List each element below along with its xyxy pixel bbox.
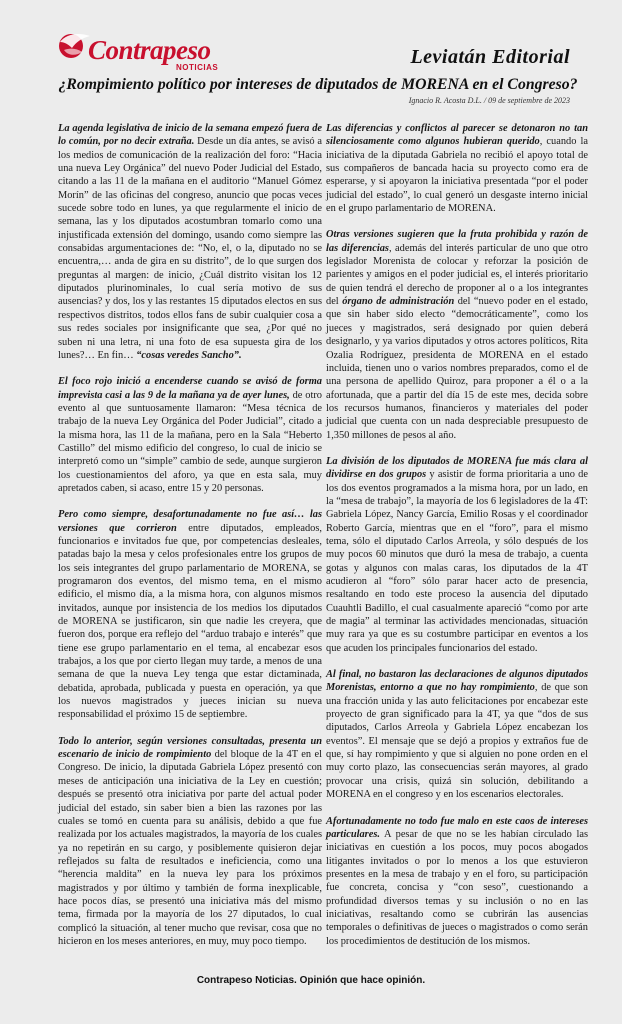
lead-text: Pero como siempre, desafortunadamente no fue así… las versiones que corrieron	[58, 509, 322, 534]
left-column	[58, 122, 322, 961]
body-text: del “nuevo poder en el estado, que sin haber sido electo “democráticamente”, como los jueces y magistrados, será designado por quien deberá designarlo, y ya varios diputados y otros actores políticos, Rita Ozalia Rodríguez, presidenta de MORENA en el estado incluida, tienen uno o varios nombres preparados, como el de una persona de apellido Quiroz, para proponer a él o a la afortunada, que a partir del día 15 de este mes, decida sobre los recursos humanos, financieros y materiales del poder judicial que cuenta con un nada despreciable presupuesto de 1,350 millones de pesos al año.	[326, 296, 588, 441]
paragraph	[326, 668, 588, 801]
body-text: A pesar de que no se les habían circulado las iniciativas en cuestión a los pocos, muy pocos abogados litigantes invitados o por lo menos a los que estuvieron presentes en la mesa de trabajo y en el foro, su participación fue concreta, concisa y “con seso”, cuestionando a profundidad diversos temas y su inclusión o no en las iniciativas, resaltando como se cubrirán las ausencias temporales o definitivas de jueces o magistrados o como serán los procedimientos de destitución de los mismos.	[326, 828, 588, 947]
emphasis-text: órgano de administración	[342, 296, 455, 308]
masthead-title: Leviatán Editorial	[410, 46, 570, 68]
paragraph	[326, 122, 588, 215]
article-byline: Ignacio R. Acosta D.L. / 09 de septiembre de 2023	[408, 96, 570, 105]
bird-emblem-icon	[56, 30, 92, 60]
lead-text: Todo lo anterior, según versiones consultadas, presenta un escenario de inicio de rompimiento	[58, 735, 322, 761]
right-column	[326, 122, 588, 961]
body-text: , de que son una fracción unida y las auto felicitaciones por encabezar este proyecto de gran significado para la 4T, ya que “dos de sus diputados, Carlos Arreola y Gabriela López encabezan los eventos”. El mensaje que se dejó a propios y extraños fue de que, sí hay rompimiento y que si alguien no pone orden en el muy corto plazo, las consecuencias serán mayores, al grado provocar una crisis, quizá sin solución, debilitando a MORENA en el congreso y en los escenarios electorales.	[326, 682, 588, 801]
body-text: del bloque de la 4T en el Congreso. De inicio, la diputada Gabriela López presentó con meses de anticipación una iniciativa de la Ley en cuestión; después se presentó otra iniciativa por parte del actual poder judicial del estado, sin saber bien a bien las razones por las cuales se tomó en cuenta para su análisis, debido a que fue realizada por los actuales magistrados, la mayoría de los cuales ya no repetirán en su cargo, y posiblemente quisieron dejar reflejados su falta de resultados e ineficiencia, como una “herencia maldita” en la nueva ley para los próximos magistrados y por último y también de forma inexplicable, hace pocos días, se presentó una iniciativa más del mismo tema, firmada por la mayoría de los 27 diputados, lo cual complicó la situación, al tener mucho que revisar, cosa que no hicieron en los meses anteriores, en muy, muy poco tiempo.	[58, 749, 323, 947]
body-text: , cuando la iniciativa de la diputada Gabriela no recibió el apoyo total de sus compañeros de bancada hacia su proyecto como era de esperarse, y si apoyaron la iniciativa presentada “por el poder judicial del estado”, lo cual generó un desgaste interno inicial en el grupo parlamentario de MORENA.	[326, 136, 588, 215]
paragraph	[58, 735, 322, 949]
paragraph	[58, 508, 322, 722]
body-text: Desde un día antes, se avisó a los medios de comunicación de la realización del foro: “Hacia una nueva Ley Orgánica” del nuevo Poder Judicial del Estado, citando a las 11 de la mañana en el auditorio “Manuel Gómez Morín” de las oficinas del congreso, anuncio que pocas veces sucede sobre todo en lunes, ya que regularmente el inicio de semana, las y los diputados acostumbran tomarlo como una injustificada extensión del domingo, usando como siempre las consabidas argumentaciones de: “No, el, o la, diputado no se encuentra,… anda de gira en su distrito”, de lo que surgen dos preguntas al margen: de inicio, ¿Cuál distrito visitan los 12 diputados plurinominales, lo cual sería motivo de sus ausencias? y dos, los y las restantes 15 diputados electos en sus respectivos distritos, todos ellos fans de subir cualquier cosa a sus redes sociales por insignificante que sea, ¿Por qué no suben ni una letra, ni una foto de esa supuesta gira de los lunes?… En fin…	[58, 136, 322, 361]
body-text: de otro evento al que suntuosamente llamaron: “Mesa técnica de trabajo de la nueva Ley Orgánica del Poder Judicial”, citado a la misma hora, las 11 de la mañana, pero en la Sala “Heberto Castillo” del mismo edificio del congreso, lo cual de inicio se interpretó como un “simple” cambio de sede, aunque surgieron los cuestionamientos del aforo, ya que en esta sala, muy apretados caben, si acaso, entre 15 y 20 personas.	[58, 389, 322, 494]
contrapeso-logo	[56, 30, 246, 76]
paragraph	[58, 375, 322, 495]
footer-tagline: Contrapeso Noticias. Opinión que hace opinión.	[196, 975, 426, 986]
paragraph	[326, 815, 588, 948]
body-text: , además del interés particular de uno que otro legislador Morenista de colocar y reforzar la posición de parientes y amigos en el poder judicial es, el interés prioritario de quien tendrá el derecho de proponer al o a los integrantes del	[326, 242, 588, 308]
lead-text: Al final, no bastaron las declaraciones de algunos diputados Morenistas, entorno a que no hay rompimiento	[326, 669, 588, 694]
lead-text: La división de los diputados de MORENA fue más clara al dividirse en dos grupos	[326, 455, 588, 481]
logo-wordmark: Contrapeso	[88, 35, 211, 65]
lead-text: Afortunadamente no todo fue malo en este caos de intereses particulares.	[326, 815, 588, 840]
paragraph	[58, 122, 322, 362]
paragraph	[326, 455, 588, 655]
quote-text: “cosas veredes Sancho”.	[136, 349, 242, 361]
paragraph	[326, 228, 588, 442]
body-text: entre diputados, empleados, funcionarios e invitados fue que, por competencias desleales, patadas bajo la mesa y celos profesionales entre los grupos de los seis integrantes del grupo parlamentario de MORENA, se programaron dos eventos, del mismo tema, en el mismo edificio, el mismo día, a la misma hora, con algunos mismos invitados, aunque por insistencia de los medios los diputados de MORENA se justificaron, sin que nadie les creyera, que fueron dos, porque era reflejo del “arduo trabajo e interés” que tiene ese grupo parlamentario en el tema, al encabezar esos trabajos, a los que por cierto llegan muy tarde, a menos de una semana de que la nueva Ley tenga que estar dictaminada, debatida, aprobada, publicada y puesta en operación, ya que los nuevos magistrados y jueces inician su nueva responsabilidad el próximo 15 de septiembre.	[58, 522, 322, 721]
lead-text: El foco rojo inició a encenderse cuando se avisó de forma imprevista casi a las 9 de la mañana ya de ayer lunes,	[58, 376, 322, 401]
lead-text: Las diferencias y conflictos al parecer se detonaron no tan silenciosamente como algunos hubieran querido	[326, 123, 588, 148]
logo-subtitle: NOTICIAS	[176, 63, 219, 72]
lead-text: Otras versiones sugieren que la fruta prohibida y razón de las diferencias	[326, 229, 588, 254]
body-text: y asistir de forma prioritaria a uno de los dos eventos programados a la misma hora, por un lado, en la “mesa de trabajo”, la mayoría de los 6 legisladores de la 4T: Gabriela López, Nancy García, Emilio Rosas y el coordinador Roberto García, mientras que en el “foro”, para el mismo tema, sólo el diputado Carlos Arreola, y sólo después de los muy pocos 60 minutos que duró la mesa de trabajo, a cuenta gotas y algunos con malas caras, los diputados de la 4T acudieron al “foro” sólo parar hacer acto de presencia, resaltando en todo este proceso la ausencia del diputado Cuauhtli Badillo, el cual casualmente apareció “como por arte de magia” al terminar las actividades mencionadas, situación muy rara ya que es su costumbre participar en eventos a los que acuden los principales funcionarios del estado.	[326, 469, 588, 654]
article-headline: ¿Rompimiento político por intereses de diputados de MORENA en el Congreso?	[58, 76, 578, 93]
lead-text: La agenda legislativa de inicio de la semana empezó fuera de lo común, por no decir extraña.	[58, 123, 322, 148]
